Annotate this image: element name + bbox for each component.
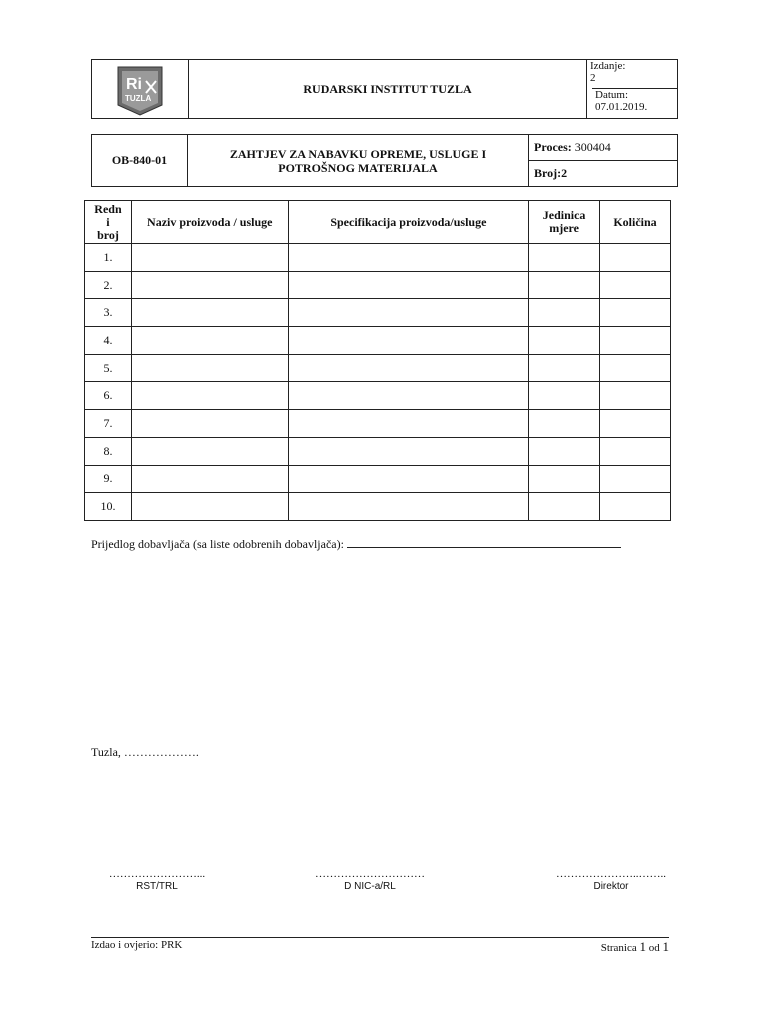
page-num: 1 [639, 939, 646, 954]
logo-cell [92, 60, 189, 119]
row-number: 2. [85, 271, 132, 299]
izdanje-value: 2 [590, 72, 596, 84]
spec-cell[interactable] [288, 327, 529, 355]
form-title-line1: ZAHTJEV ZA NABAVKU OPREME, USLUGE I [229, 146, 487, 161]
row-number: 1. [85, 244, 132, 272]
jedinica-cell[interactable] [529, 299, 600, 327]
institute-logo [112, 61, 168, 117]
jedinica-cell[interactable] [529, 465, 600, 493]
signature-line[interactable]: ………………………… [315, 868, 425, 880]
institute-name: RUDARSKI INSTITUT TUZLA [189, 60, 587, 119]
page-prefix: Stranica [600, 942, 637, 954]
col-redni-broj [85, 201, 132, 244]
header-table [91, 59, 678, 119]
supplier-field[interactable] [347, 536, 621, 548]
datum-label: Datum: [595, 89, 628, 101]
kolicina-cell[interactable] [600, 244, 671, 272]
signature-label: RST/TRL [136, 881, 178, 892]
col-specifikacija: Specifikacija proizvoda/usluge [288, 201, 529, 244]
jedinica-cell[interactable] [529, 244, 600, 272]
footer-page-number [560, 939, 669, 955]
broj-cell: Broj:2 [529, 161, 678, 187]
place-date: Tuzla, ………………. [91, 745, 199, 759]
naziv-cell[interactable] [131, 299, 288, 327]
form-title-line2: POTROŠNOG MATERIJALA [278, 160, 438, 175]
form-title [188, 135, 529, 187]
logo-text-top: Ri [126, 76, 142, 93]
spec-cell[interactable] [288, 465, 529, 493]
signature-label: Direktor [593, 881, 629, 892]
col-jedinica-mjere [529, 201, 600, 244]
naziv-cell[interactable] [131, 327, 288, 355]
kolicina-cell[interactable] [600, 354, 671, 382]
naziv-cell[interactable] [131, 271, 288, 299]
kolicina-cell[interactable] [600, 327, 671, 355]
proces-label: Proces: [534, 140, 572, 154]
naziv-cell[interactable] [131, 493, 288, 521]
kolicina-cell[interactable] [600, 410, 671, 438]
col-jedinica-line1: Jedinica [542, 208, 586, 222]
naziv-cell[interactable] [131, 410, 288, 438]
spec-cell[interactable] [288, 299, 529, 327]
row-number: 6. [85, 382, 132, 410]
table-row [85, 437, 671, 465]
izdanje-label: Izdanje: [590, 60, 626, 72]
spec-cell[interactable] [288, 354, 529, 382]
table-row [85, 244, 671, 272]
form-code: OB-840-01 [92, 135, 188, 187]
proces-value: 300404 [574, 140, 611, 154]
col-redni-line2: i [106, 214, 110, 229]
row-number: 8. [85, 437, 132, 465]
naziv-cell[interactable] [131, 382, 288, 410]
table-row [85, 465, 671, 493]
spec-cell[interactable] [288, 271, 529, 299]
row-number: 3. [85, 299, 132, 327]
kolicina-cell[interactable] [600, 437, 671, 465]
spec-cell[interactable] [288, 382, 529, 410]
naziv-cell[interactable] [131, 244, 288, 272]
logo-text-bottom: TUZLA [125, 94, 152, 103]
items-table [84, 200, 671, 521]
row-number: 4. [85, 327, 132, 355]
signature-label: D NIC-a/RL [344, 881, 396, 892]
naziv-cell[interactable] [131, 465, 288, 493]
spec-cell[interactable] [288, 410, 529, 438]
proces-cell [529, 135, 678, 161]
signature-dnic [305, 868, 435, 892]
naziv-cell[interactable] [131, 437, 288, 465]
footer-issued-by: Izdao i ovjerio: PRK [91, 939, 183, 951]
table-row [85, 382, 671, 410]
col-redni-line1: Redn [94, 201, 122, 216]
page-of: od [648, 942, 660, 954]
naziv-cell[interactable] [131, 354, 288, 382]
row-number: 5. [85, 354, 132, 382]
jedinica-cell[interactable] [529, 354, 600, 382]
kolicina-cell[interactable] [600, 299, 671, 327]
page-total: 1 [662, 939, 669, 954]
signature-line[interactable]: …………………..…….. [556, 868, 666, 880]
form-header-table [91, 134, 678, 187]
col-naziv: Naziv proizvoda / usluge [131, 201, 288, 244]
datum-value: 07.01.2019. [595, 101, 648, 113]
jedinica-cell[interactable] [529, 382, 600, 410]
row-number: 10. [85, 493, 132, 521]
datum-cell [592, 88, 678, 119]
supplier-proposal [91, 536, 621, 552]
jedinica-cell[interactable] [529, 410, 600, 438]
supplier-label: Prijedlog dobavljača (sa liste odobrenih dobavljača): [91, 537, 344, 551]
signature-direktor [546, 868, 676, 892]
jedinica-cell[interactable] [529, 327, 600, 355]
table-row [85, 271, 671, 299]
spec-cell[interactable] [288, 244, 529, 272]
signature-line[interactable]: ……………………... [108, 868, 206, 880]
table-row [85, 493, 671, 521]
col-redni-line3: broj [97, 227, 119, 242]
kolicina-cell[interactable] [600, 271, 671, 299]
table-row [85, 354, 671, 382]
jedinica-cell[interactable] [529, 493, 600, 521]
kolicina-cell[interactable] [600, 382, 671, 410]
table-row [85, 410, 671, 438]
spec-cell[interactable] [288, 493, 529, 521]
jedinica-cell[interactable] [529, 271, 600, 299]
col-kolicina: Količina [600, 201, 671, 244]
col-jedinica-line2: mjere [549, 221, 579, 235]
kolicina-cell[interactable] [600, 465, 671, 493]
spec-cell[interactable] [288, 437, 529, 465]
footer-divider [91, 937, 669, 938]
jedinica-cell[interactable] [529, 437, 600, 465]
signature-rst [92, 868, 222, 892]
row-number: 7. [85, 410, 132, 438]
table-row [85, 327, 671, 355]
table-row [85, 299, 671, 327]
row-number: 9. [85, 465, 132, 493]
kolicina-cell[interactable] [600, 493, 671, 521]
